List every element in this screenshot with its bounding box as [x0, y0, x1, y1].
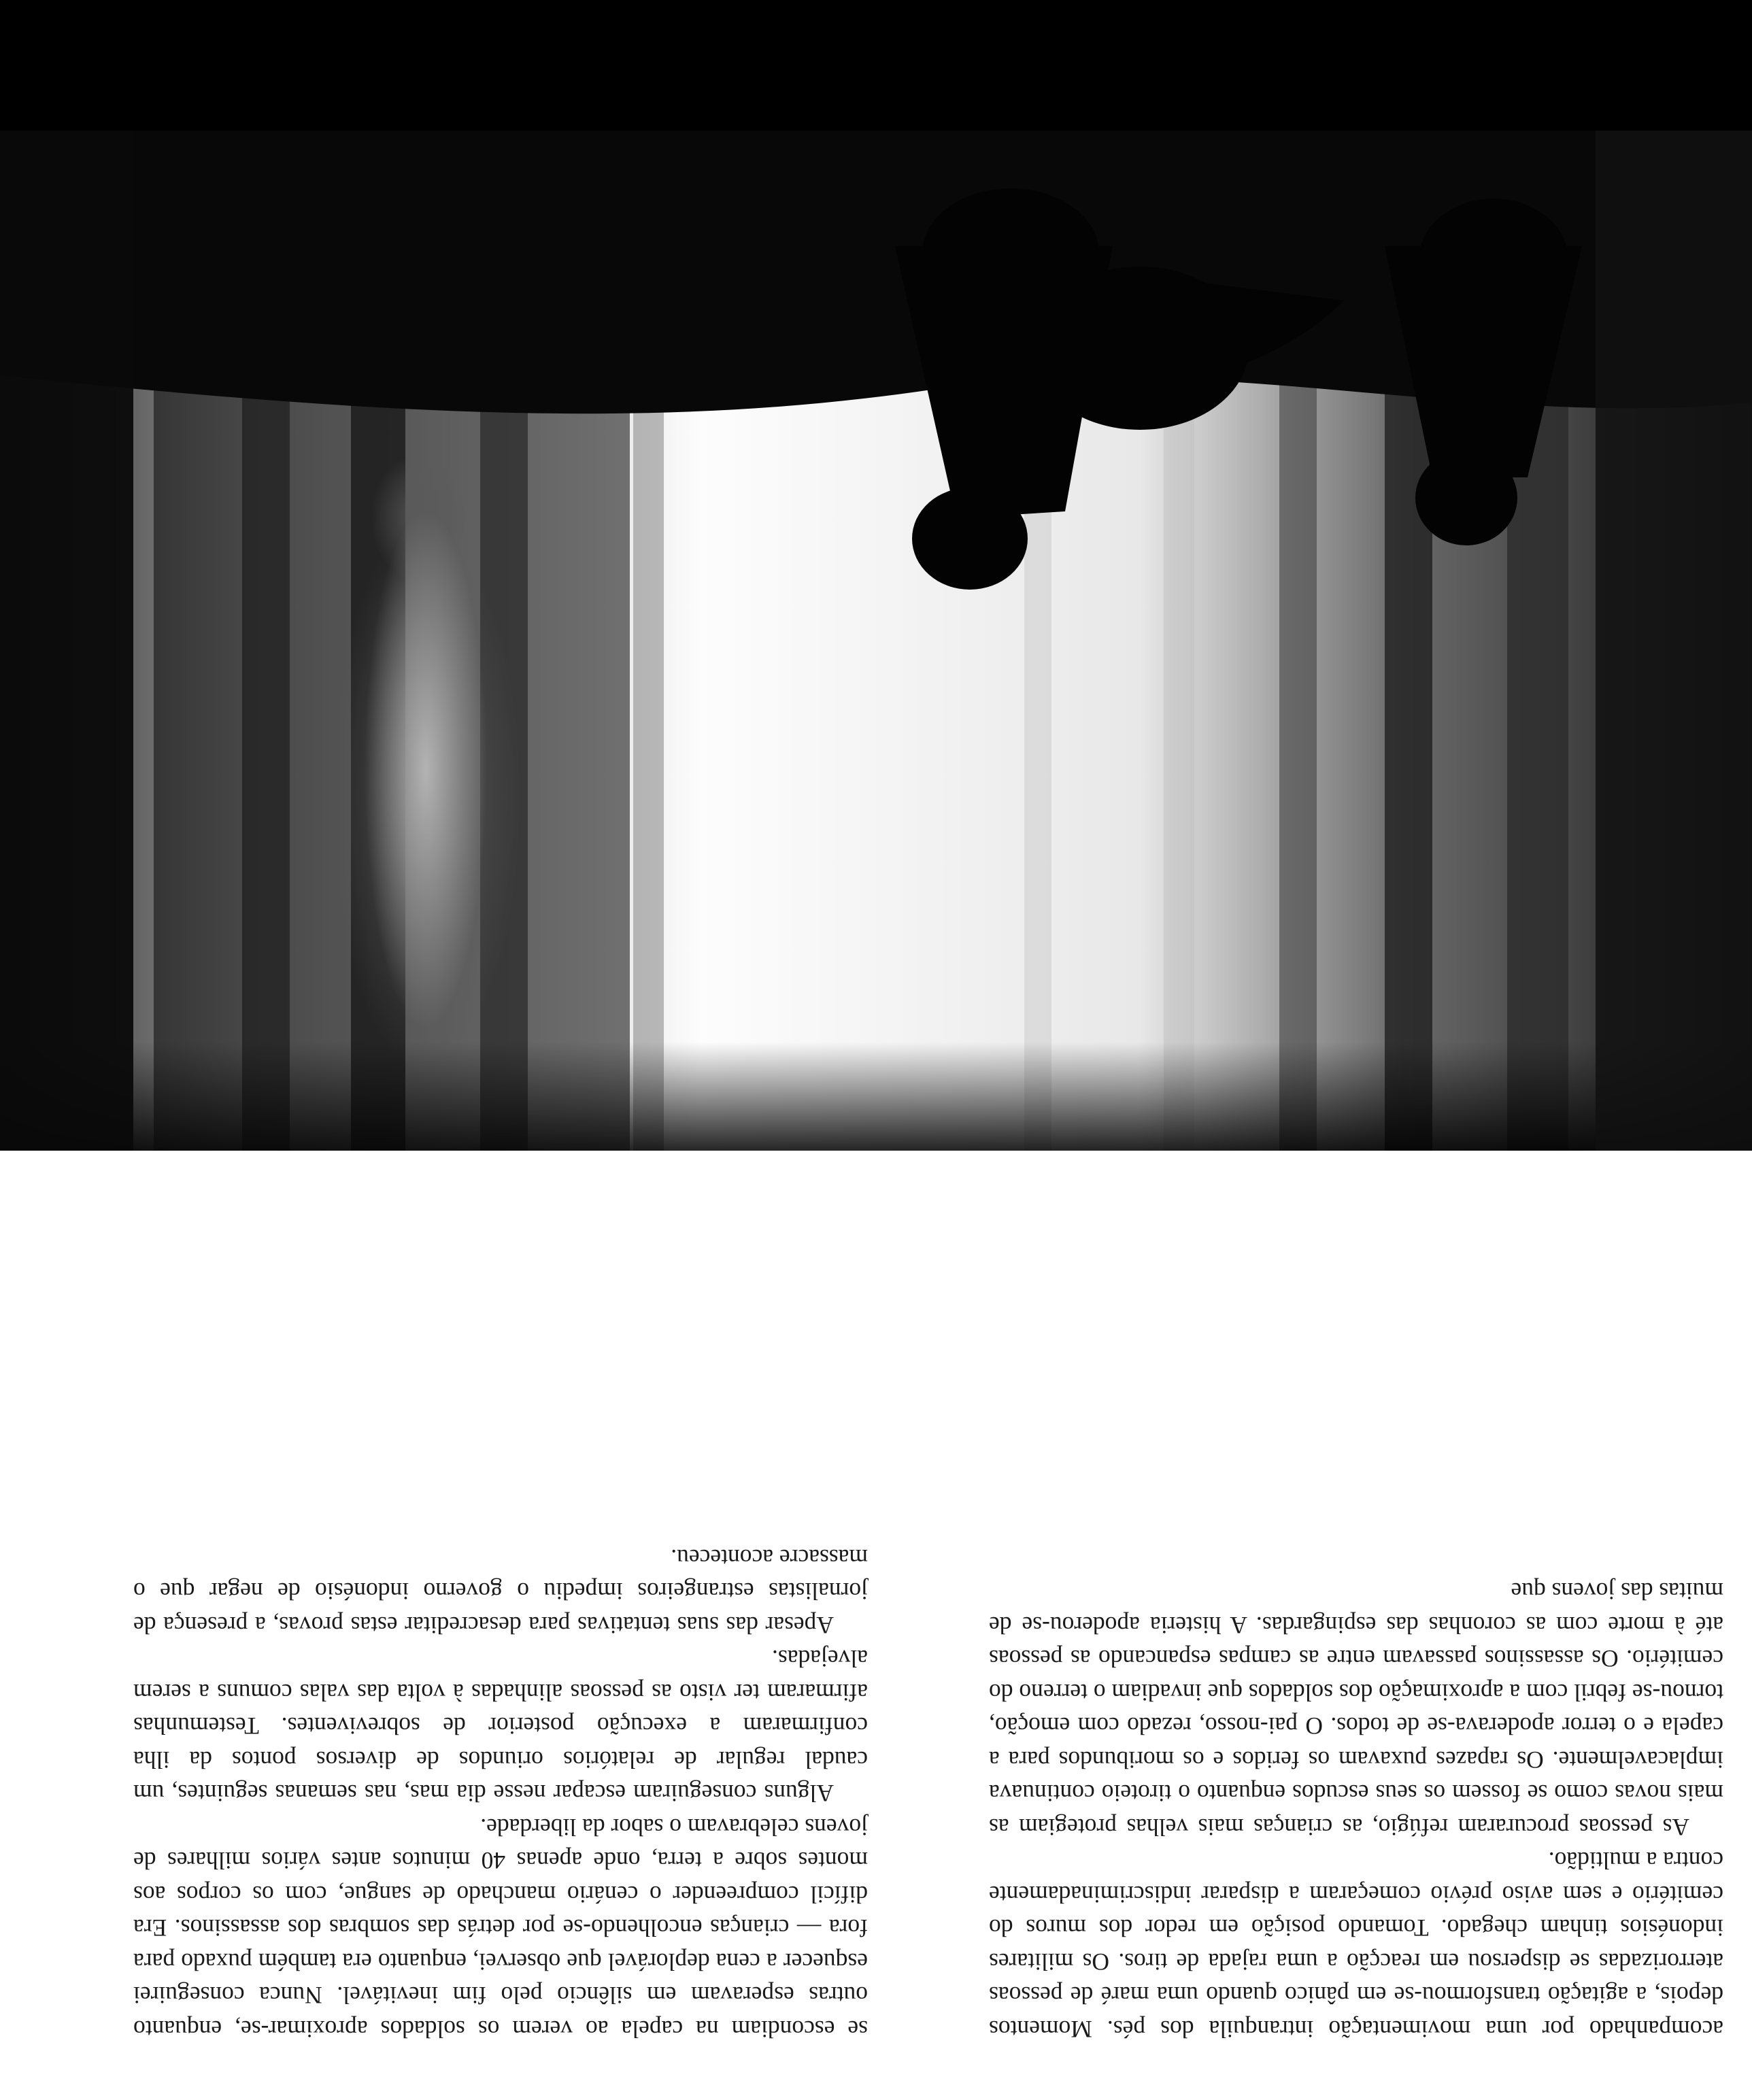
- right-paragraph-3: Apesar das suas tentativas para desacreditar estas provas, a presença de jornalistas estrangeiros impediu o governo indonésio de negar que o massacre aconteceu.: [133, 1544, 868, 1639]
- left-paragraph-1: acompanhado por uma movimentação intranquila dos pés. Momentos depois, a agitação transformou-se em pânico quando uma maré de pessoas aterrorizadas se dispersou em reacção a uma rajada de tiros. Os militares indonésios tinham chegado. Tomando posição em redor dos muros do cemitério e sem aviso prévio começaram a disparar indiscriminadamente contra a multidão.: [989, 1847, 1723, 2043]
- left-column: [989, 1574, 1723, 2046]
- right-column: [133, 1541, 868, 2046]
- right-paragraph-1: se escondiam na capela ao verem os soldados aproximar-se, enquanto outras esperavam em silêncio pelo fim inevitável. Nunca conseguirei esquecer a cena deplorável que observei, enquanto era também puxado para fora — crianças encolhendo-se por detrás das sombras dos assassinos. Era difícil compreender o cenário manchado de sangue, com os corpos aos montes sobre a terra, onde apenas 40 minutos antes vários milhares de jovens celebravam o sabor da liberdade.: [133, 1814, 868, 2043]
- text-area: [0, 1148, 1752, 2100]
- right-paragraph-2: Alguns conseguiram escapar nesse dia mas, nas semanas seguintes, um caudal regular de relatórios oriundos de diversos pontos da ilha confirmaram a execução posterior de sobreviventes. Testemunhas afirmaram ter visto as pessoas alinhadas à volta das valas comuns a serem alvejadas.: [133, 1645, 868, 1808]
- left-paragraph-2: As pessoas procuraram refúgio, as crianças mais velhas protegiam as mais novas como se fossem os seus escudos enquanto o tiroteio continuava implacavelmente. Os rapazes puxavam os feridos e os moribundos para a capela e o terror apoderava-se de todos. O pai-nosso, rezado com emoção, tornou-se febril com a aproximação dos soldados que invadiam o terreno do cemitério. Os assassinos passavam entre as campas espancando as pessoas até à morte com as coronhas das espingardas. A histeria apoderou-se de muitas das jovens que: [989, 1578, 1723, 1841]
